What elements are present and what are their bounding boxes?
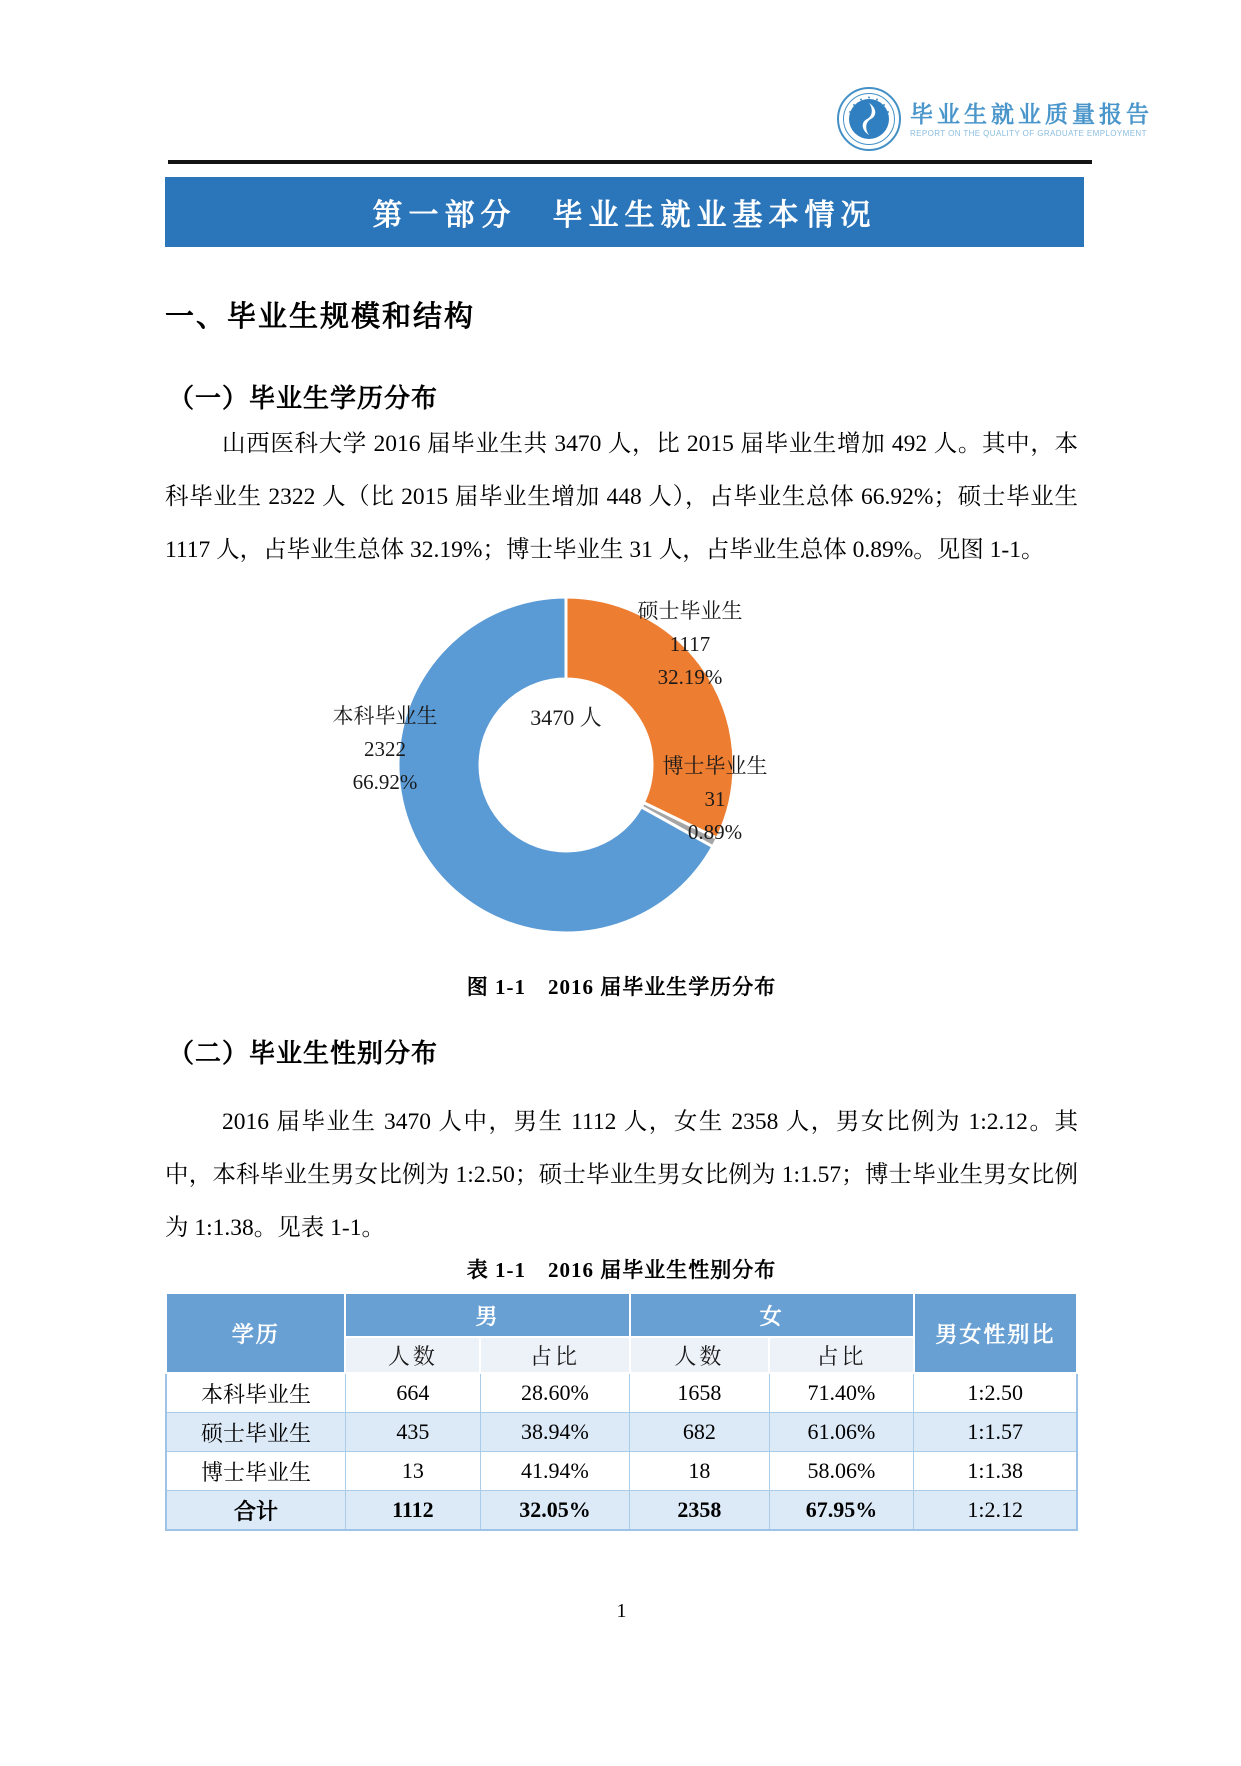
cell-ratio: 1:2.12 xyxy=(914,1491,1077,1531)
degree-donut-chart xyxy=(150,585,1090,960)
cell-male_count: 435 xyxy=(345,1413,480,1452)
brand-text xyxy=(910,101,1153,138)
cell-female_count: 2358 xyxy=(630,1491,769,1531)
gender-table xyxy=(165,1292,1078,1531)
cell-female_pct: 67.95% xyxy=(769,1491,914,1531)
cell-degree: 博士毕业生 xyxy=(166,1452,345,1491)
cell-female_count: 682 xyxy=(630,1413,769,1452)
section-heading: 一、毕业生规模和结构 xyxy=(165,301,476,333)
page-header xyxy=(836,86,1153,152)
cell-female_pct: 58.06% xyxy=(769,1452,914,1491)
subheader-female-count: 人数 xyxy=(630,1337,769,1373)
subheader-male-pct: 占比 xyxy=(480,1337,629,1373)
subheader-male-count: 人数 xyxy=(345,1337,480,1373)
subheader-female-pct: 占比 xyxy=(769,1337,914,1373)
subsection-gender-heading: （二）毕业生性别分布 xyxy=(168,1038,439,1068)
university-logo-icon xyxy=(836,86,902,152)
gender-table-body xyxy=(166,1373,1077,1530)
slice-label-博士毕业生: 博士毕业生 31 0.89% xyxy=(662,754,768,844)
report-subtitle: REPORT ON THE QUALITY OF GRADUATE EMPLOYMENT xyxy=(910,128,1147,138)
page-number: 1 xyxy=(616,1600,627,1622)
cell-degree: 本科毕业生 xyxy=(166,1373,345,1413)
cell-male_pct: 32.05% xyxy=(480,1491,629,1531)
cell-female_pct: 71.40% xyxy=(769,1373,914,1413)
subsection-degree-heading: （一）毕业生学历分布 xyxy=(168,383,439,413)
slice-label-本科毕业生: 本科毕业生 2322 66.92% xyxy=(332,704,438,794)
cell-female_pct: 61.06% xyxy=(769,1413,914,1452)
table-row-博士毕业生 xyxy=(166,1452,1077,1491)
cell-female_count: 18 xyxy=(630,1452,769,1491)
donut-center-label: 3470 人 xyxy=(530,705,602,730)
header-divider xyxy=(168,160,1092,164)
cell-male_pct: 28.60% xyxy=(480,1373,629,1413)
col-header-male: 男 xyxy=(345,1293,629,1337)
cell-female_count: 1658 xyxy=(630,1373,769,1413)
cell-ratio: 1:1.38 xyxy=(914,1452,1077,1491)
degree-paragraph: 山西医科大学 2016 届毕业生共 3470 人，比 2015 届毕业生增加 492 人。其中，本科毕业生 2322 人（比 2015 届毕业生增加 448 人），占毕业生总体 66.92%；硕士毕业生 1117 人，占毕业生总体 32.19%；博士毕业生 31 人，占毕业生总体 0.89%。见图 1-1。 xyxy=(165,431,1078,563)
col-header-degree: 学历 xyxy=(166,1293,345,1373)
table-row-本科毕业生 xyxy=(166,1373,1077,1413)
cell-degree: 硕士毕业生 xyxy=(166,1413,345,1452)
slice-label-硕士毕业生: 硕士毕业生 1117 32.19% xyxy=(637,599,743,689)
gender-paragraph: 2016 届毕业生 3470 人中，男生 1112 人，女生 2358 人，男女比例为 1:2.12。其中，本科毕业生男女比例为 1:2.50；硕士毕业生男女比例为 1:1.57；博士毕业生男女比例为 1:1.38。见表 1-1。 xyxy=(165,1109,1078,1241)
cell-male_pct: 38.94% xyxy=(480,1413,629,1452)
cell-male_count: 1112 xyxy=(345,1491,480,1531)
cell-male_count: 664 xyxy=(345,1373,480,1413)
cell-male_count: 13 xyxy=(345,1452,480,1491)
table-row-硕士毕业生 xyxy=(166,1413,1077,1452)
figure-caption: 图 1-1 2016 届毕业生学历分布 xyxy=(466,975,777,999)
table-caption: 表 1-1 2016 届毕业生性别分布 xyxy=(466,1258,777,1282)
gender-table-head xyxy=(166,1293,1077,1373)
cell-degree: 合计 xyxy=(166,1491,345,1531)
cell-male_pct: 41.94% xyxy=(480,1452,629,1491)
col-header-ratio: 男女性别比 xyxy=(914,1293,1077,1373)
table-row-合计 xyxy=(166,1491,1077,1531)
part-title-banner: 第一部分 毕业生就业基本情况 xyxy=(165,177,1084,247)
col-header-female: 女 xyxy=(630,1293,914,1337)
cell-ratio: 1:2.50 xyxy=(914,1373,1077,1413)
cell-ratio: 1:1.57 xyxy=(914,1413,1077,1452)
report-title: 毕业生就业质量报告 xyxy=(910,100,1153,127)
